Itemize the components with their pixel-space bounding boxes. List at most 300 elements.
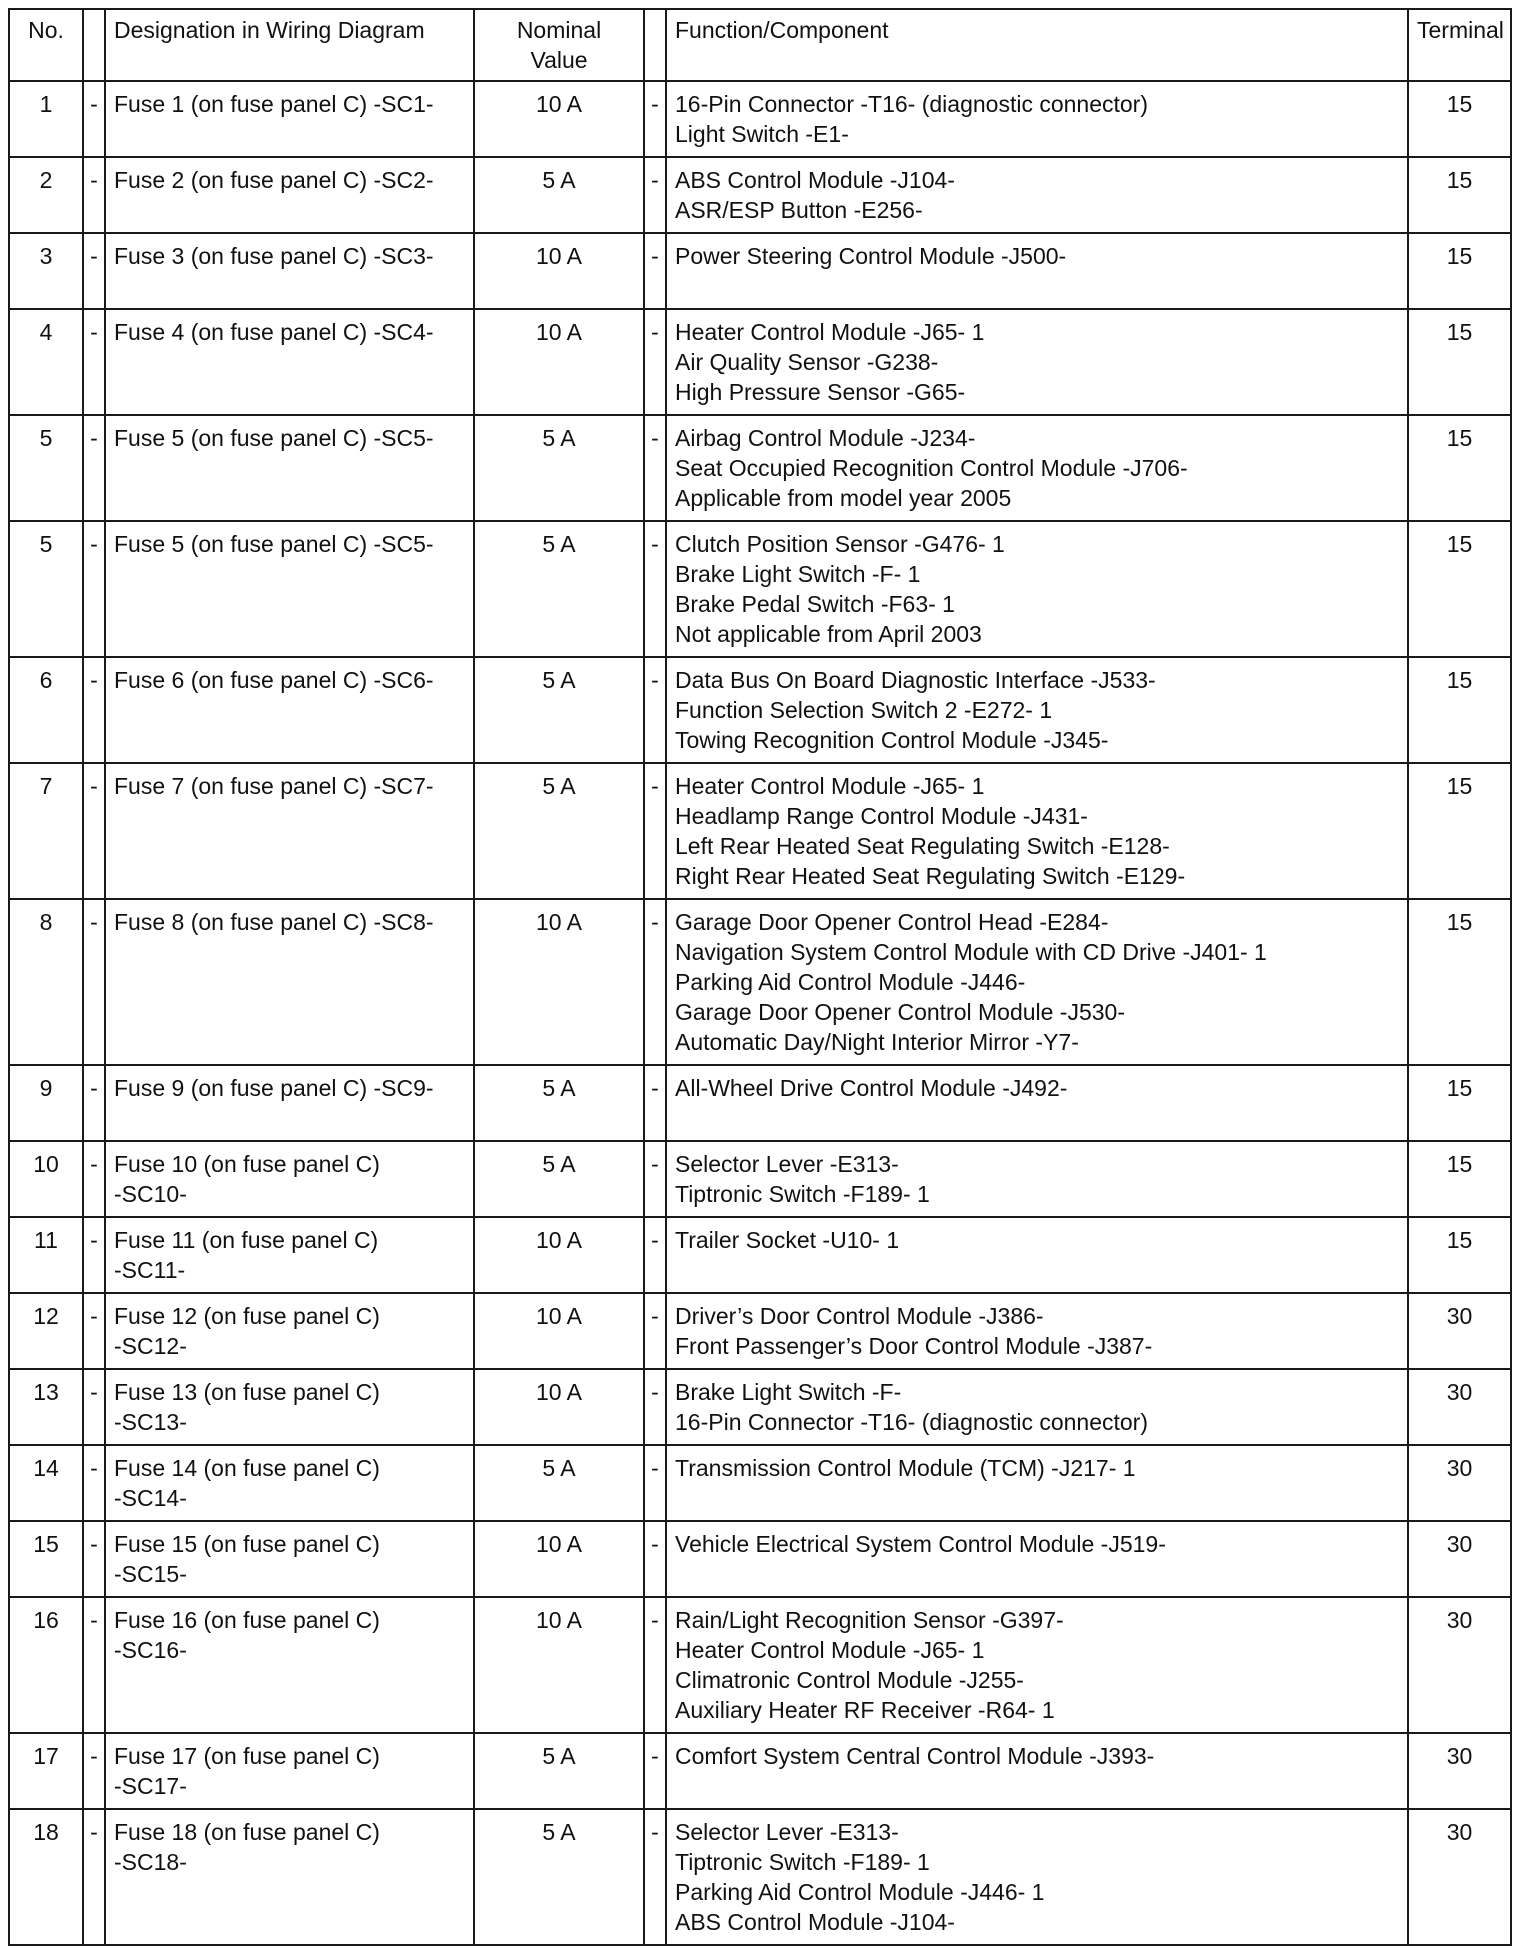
designation-line: Fuse 18 (on fuse panel C)	[114, 1819, 380, 1845]
separator-dash-text: -	[651, 167, 659, 193]
function-cell	[666, 233, 1408, 309]
nominal-value-text: 5 A	[542, 531, 576, 557]
designation-cell	[105, 1521, 474, 1597]
terminal-text: 15	[1446, 319, 1473, 345]
designation-line: Fuse 11 (on fuse panel C)	[114, 1227, 379, 1253]
designation-line: Fuse 16 (on fuse panel C)	[114, 1607, 380, 1633]
designation-line: -SC16-	[114, 1637, 187, 1663]
function-cell	[666, 1293, 1408, 1369]
row-number	[9, 157, 83, 233]
header-designation: Designation in Wiring Diagram	[105, 9, 474, 81]
terminal	[1408, 1445, 1511, 1521]
designation-line: Fuse 10 (on fuse panel C)	[114, 1151, 380, 1177]
table-row	[9, 763, 1511, 899]
nominal-value	[474, 233, 644, 309]
function-line: Light Switch -E1-	[675, 121, 849, 147]
separator-dash-text: -	[651, 1531, 659, 1557]
row-number	[9, 763, 83, 899]
function-line: Brake Light Switch -F- 1	[675, 561, 921, 587]
separator-dash	[83, 233, 105, 309]
function-line: Heater Control Module -J65- 1	[675, 1637, 985, 1663]
separator-dash	[83, 415, 105, 521]
function-cell	[666, 1369, 1408, 1445]
row-number-text: 10	[33, 1151, 59, 1177]
terminal-text: 30	[1446, 1819, 1473, 1845]
row-number	[9, 1597, 83, 1733]
designation-line: Fuse 13 (on fuse panel C)	[114, 1379, 380, 1405]
table-body	[9, 81, 1511, 1945]
row-number-text: 16	[33, 1607, 59, 1633]
table-row	[9, 1597, 1511, 1733]
designation-line: Fuse 5 (on fuse panel C) -SC5-	[114, 425, 434, 451]
fuse-table	[8, 8, 1512, 1946]
header-function: Function/Component	[666, 9, 1408, 81]
nominal-value	[474, 899, 644, 1065]
separator-dash-text: -	[651, 425, 659, 451]
nominal-value-text: 10 A	[535, 1227, 583, 1253]
separator-dash-text: -	[651, 319, 659, 345]
designation-cell	[105, 415, 474, 521]
row-number	[9, 1293, 83, 1369]
separator-dash	[644, 1141, 666, 1217]
table-row	[9, 1217, 1511, 1293]
nominal-value-text: 10 A	[535, 319, 583, 345]
nominal-value-text: 5 A	[542, 1075, 576, 1101]
designation-cell	[105, 1733, 474, 1809]
terminal	[1408, 81, 1511, 157]
terminal-text: 15	[1446, 773, 1473, 799]
separator-dash-text: -	[90, 243, 98, 269]
terminal	[1408, 1369, 1511, 1445]
function-line: Navigation System Control Module with CD Drive -J401- 1	[675, 939, 1267, 965]
function-line: Towing Recognition Control Module -J345-	[675, 727, 1109, 753]
function-line: Selector Lever -E313-	[675, 1819, 899, 1845]
row-number-text: 17	[33, 1743, 59, 1769]
table-row	[9, 657, 1511, 763]
row-number	[9, 1369, 83, 1445]
table-row	[9, 1369, 1511, 1445]
function-line: Brake Pedal Switch -F63- 1	[675, 591, 955, 617]
nominal-value-text: 5 A	[542, 667, 576, 693]
function-line: Auxiliary Heater RF Receiver -R64- 1	[675, 1697, 1055, 1723]
function-line: Left Rear Heated Seat Regulating Switch -E128-	[675, 833, 1170, 859]
row-number	[9, 81, 83, 157]
header-no: No.	[9, 9, 83, 81]
designation-line: Fuse 5 (on fuse panel C) -SC5-	[114, 531, 434, 557]
separator-dash	[644, 899, 666, 1065]
terminal	[1408, 309, 1511, 415]
terminal	[1408, 1597, 1511, 1733]
row-number-text: 2	[39, 167, 53, 193]
function-line: Automatic Day/Night Interior Mirror -Y7-	[675, 1029, 1079, 1055]
terminal-text: 30	[1446, 1455, 1473, 1481]
function-line: Climatronic Control Module -J255-	[675, 1667, 1024, 1693]
row-number	[9, 1445, 83, 1521]
row-number-text: 12	[33, 1303, 59, 1329]
separator-dash	[83, 657, 105, 763]
designation-cell	[105, 1141, 474, 1217]
header-spacer	[644, 9, 666, 81]
nominal-value	[474, 415, 644, 521]
separator-dash-text: -	[90, 531, 98, 557]
separator-dash-text: -	[651, 1151, 659, 1177]
table-row	[9, 415, 1511, 521]
function-cell	[666, 1217, 1408, 1293]
function-line: Not applicable from April 2003	[675, 621, 982, 647]
designation-cell	[105, 763, 474, 899]
nominal-value	[474, 1293, 644, 1369]
nominal-value-text: 10 A	[535, 1379, 583, 1405]
terminal	[1408, 1217, 1511, 1293]
separator-dash	[83, 763, 105, 899]
table-row	[9, 1293, 1511, 1369]
row-number	[9, 233, 83, 309]
nominal-value	[474, 1445, 644, 1521]
separator-dash-text: -	[90, 167, 98, 193]
separator-dash-text: -	[90, 1303, 98, 1329]
separator-dash-text: -	[90, 773, 98, 799]
nominal-value-text: 10 A	[535, 1303, 583, 1329]
nominal-value	[474, 1597, 644, 1733]
table-row	[9, 157, 1511, 233]
function-line	[675, 271, 1399, 301]
designation-line: Fuse 9 (on fuse panel C) -SC9-	[114, 1075, 434, 1101]
function-line: Garage Door Opener Control Head -E284-	[675, 909, 1109, 935]
terminal-text: 30	[1446, 1531, 1473, 1557]
header-nominal-value: Nominal Value	[474, 9, 644, 81]
function-line: Driver’s Door Control Module -J386-	[675, 1303, 1044, 1329]
row-number	[9, 1217, 83, 1293]
separator-dash-text: -	[90, 1379, 98, 1405]
designation-line: -SC10-	[114, 1181, 187, 1207]
row-number-text: 5	[39, 531, 53, 557]
row-number-text: 13	[33, 1379, 59, 1405]
function-line: Comfort System Central Control Module -J393-	[675, 1743, 1155, 1769]
separator-dash-text: -	[90, 1227, 98, 1253]
function-line	[675, 1103, 1399, 1133]
row-number-text: 14	[33, 1455, 59, 1481]
designation-line: Fuse 15 (on fuse panel C)	[114, 1531, 380, 1557]
designation-cell	[105, 1217, 474, 1293]
separator-dash	[644, 1809, 666, 1945]
designation-cell	[105, 657, 474, 763]
row-number	[9, 1521, 83, 1597]
separator-dash-text: -	[651, 1075, 659, 1101]
function-line: Function Selection Switch 2 -E272- 1	[675, 697, 1053, 723]
row-number-text: 7	[39, 773, 53, 799]
designation-line: -SC15-	[114, 1561, 187, 1587]
terminal-text: 15	[1446, 1151, 1473, 1177]
terminal-text: 15	[1446, 1075, 1473, 1101]
separator-dash	[644, 233, 666, 309]
separator-dash	[644, 1445, 666, 1521]
separator-dash-text: -	[651, 531, 659, 557]
function-line: Applicable from model year 2005	[675, 485, 1012, 511]
function-line: ASR/ESP Button -E256-	[675, 197, 923, 223]
table-row	[9, 81, 1511, 157]
designation-line: -SC11-	[114, 1257, 186, 1283]
separator-dash	[83, 1733, 105, 1809]
function-line: Garage Door Opener Control Module -J530-	[675, 999, 1126, 1025]
terminal-text: 15	[1446, 667, 1473, 693]
function-line: High Pressure Sensor -G65-	[675, 379, 966, 405]
separator-dash	[644, 763, 666, 899]
row-number-text: 9	[39, 1075, 53, 1101]
designation-line: Fuse 8 (on fuse panel C) -SC8-	[114, 909, 434, 935]
terminal	[1408, 521, 1511, 657]
designation-line: -SC12-	[114, 1333, 187, 1359]
nominal-value	[474, 1809, 644, 1945]
table-row	[9, 1445, 1511, 1521]
function-line: Power Steering Control Module -J500-	[675, 243, 1067, 269]
separator-dash	[83, 1445, 105, 1521]
function-line: Air Quality Sensor -G238-	[675, 349, 939, 375]
separator-dash	[83, 1809, 105, 1945]
designation-cell	[105, 81, 474, 157]
terminal-text: 30	[1446, 1303, 1473, 1329]
designation-cell	[105, 899, 474, 1065]
terminal	[1408, 763, 1511, 899]
separator-dash	[83, 1065, 105, 1141]
designation-cell	[105, 1293, 474, 1369]
row-number-text: 8	[39, 909, 53, 935]
terminal-text: 15	[1446, 243, 1473, 269]
nominal-value	[474, 309, 644, 415]
function-line: Data Bus On Board Diagnostic Interface -J533-	[675, 667, 1156, 693]
nominal-value-text: 10 A	[535, 1607, 583, 1633]
nominal-value-text: 10 A	[535, 1531, 583, 1557]
separator-dash	[83, 1521, 105, 1597]
terminal	[1408, 233, 1511, 309]
nominal-value	[474, 1217, 644, 1293]
separator-dash-text: -	[90, 1819, 98, 1845]
designation-line: -SC13-	[114, 1409, 187, 1435]
separator-dash-text: -	[651, 243, 659, 269]
terminal	[1408, 415, 1511, 521]
row-number-text: 6	[39, 667, 53, 693]
nominal-value	[474, 81, 644, 157]
separator-dash	[83, 521, 105, 657]
separator-dash-text: -	[651, 773, 659, 799]
separator-dash	[83, 157, 105, 233]
function-line: Tiptronic Switch -F189- 1	[675, 1849, 930, 1875]
separator-dash	[83, 1141, 105, 1217]
function-cell	[666, 415, 1408, 521]
row-number-text: 4	[39, 319, 53, 345]
function-line: Parking Aid Control Module -J446-	[675, 969, 1026, 995]
separator-dash	[644, 657, 666, 763]
separator-dash	[644, 521, 666, 657]
separator-dash	[644, 1293, 666, 1369]
nominal-value-text: 10 A	[535, 91, 583, 117]
function-line: Selector Lever -E313-	[675, 1151, 899, 1177]
row-number	[9, 899, 83, 1065]
terminal-text: 15	[1446, 909, 1473, 935]
separator-dash-text: -	[651, 667, 659, 693]
separator-dash-text: -	[651, 1303, 659, 1329]
separator-dash-text: -	[90, 1607, 98, 1633]
header-row	[9, 9, 1511, 81]
separator-dash	[83, 1217, 105, 1293]
separator-dash	[83, 1597, 105, 1733]
table-row	[9, 521, 1511, 657]
separator-dash-text: -	[90, 909, 98, 935]
terminal-text: 30	[1446, 1607, 1473, 1633]
separator-dash-text: -	[90, 319, 98, 345]
row-number	[9, 415, 83, 521]
row-number	[9, 1141, 83, 1217]
terminal-text: 15	[1446, 91, 1473, 117]
nominal-value-text: 5 A	[542, 1455, 576, 1481]
terminal	[1408, 1809, 1511, 1945]
nominal-value	[474, 1141, 644, 1217]
designation-cell	[105, 157, 474, 233]
row-number	[9, 657, 83, 763]
separator-dash-text: -	[651, 1455, 659, 1481]
function-line: ABS Control Module -J104-	[675, 167, 955, 193]
separator-dash	[644, 1733, 666, 1809]
row-number	[9, 1809, 83, 1945]
nominal-value-text: 5 A	[542, 425, 576, 451]
function-cell	[666, 157, 1408, 233]
terminal	[1408, 1733, 1511, 1809]
designation-line: Fuse 4 (on fuse panel C) -SC4-	[114, 319, 434, 345]
nominal-value-text: 5 A	[542, 167, 576, 193]
designation-line: Fuse 2 (on fuse panel C) -SC2-	[114, 167, 434, 193]
function-cell	[666, 899, 1408, 1065]
function-cell	[666, 657, 1408, 763]
header-spacer	[83, 9, 105, 81]
function-cell	[666, 81, 1408, 157]
row-number-text: 15	[33, 1531, 59, 1557]
nominal-value	[474, 1369, 644, 1445]
row-number	[9, 309, 83, 415]
function-cell	[666, 1065, 1408, 1141]
separator-dash-text: -	[651, 1607, 659, 1633]
function-line: Right Rear Heated Seat Regulating Switch -E129-	[675, 863, 1186, 889]
function-line: Tiptronic Switch -F189- 1	[675, 1181, 930, 1207]
separator-dash-text: -	[651, 1819, 659, 1845]
function-cell	[666, 1521, 1408, 1597]
row-number-text: 3	[39, 243, 53, 269]
row-number	[9, 1065, 83, 1141]
function-line: 16-Pin Connector -T16- (diagnostic connector)	[675, 91, 1149, 117]
designation-line: Fuse 17 (on fuse panel C)	[114, 1743, 380, 1769]
designation-line: Fuse 14 (on fuse panel C)	[114, 1455, 380, 1481]
designation-cell	[105, 1445, 474, 1521]
separator-dash-text: -	[90, 1151, 98, 1177]
separator-dash	[644, 1597, 666, 1733]
terminal	[1408, 1065, 1511, 1141]
table-row	[9, 1065, 1511, 1141]
table-row	[9, 1809, 1511, 1945]
header-terminal: Terminal	[1408, 9, 1511, 81]
separator-dash-text: -	[651, 1227, 659, 1253]
separator-dash	[644, 157, 666, 233]
nominal-value	[474, 521, 644, 657]
designation-cell	[105, 1065, 474, 1141]
nominal-value-text: 5 A	[542, 1151, 576, 1177]
nominal-value	[474, 1521, 644, 1597]
row-number-text: 1	[39, 91, 53, 117]
designation-cell	[105, 1809, 474, 1945]
function-line: Heater Control Module -J65- 1	[675, 773, 985, 799]
nominal-value	[474, 1733, 644, 1809]
function-cell	[666, 521, 1408, 657]
separator-dash	[83, 1369, 105, 1445]
table-row	[9, 233, 1511, 309]
designation-cell	[105, 521, 474, 657]
function-line: All-Wheel Drive Control Module -J492-	[675, 1075, 1068, 1101]
terminal	[1408, 1521, 1511, 1597]
separator-dash-text: -	[651, 91, 659, 117]
table-row	[9, 1141, 1511, 1217]
separator-dash-text: -	[90, 1743, 98, 1769]
function-line: Heater Control Module -J65- 1	[675, 319, 985, 345]
separator-dash-text: -	[90, 425, 98, 451]
separator-dash-text: -	[651, 1379, 659, 1405]
nominal-value	[474, 657, 644, 763]
designation-line: Fuse 1 (on fuse panel C) -SC1-	[114, 91, 434, 117]
designation-cell	[105, 309, 474, 415]
nominal-value-text: 10 A	[535, 243, 583, 269]
terminal-text: 15	[1446, 531, 1473, 557]
table-row	[9, 309, 1511, 415]
nominal-value-text: 5 A	[542, 1743, 576, 1769]
designation-cell	[105, 1597, 474, 1733]
separator-dash-text: -	[90, 91, 98, 117]
row-number-text: 11	[34, 1227, 58, 1253]
terminal-text: 30	[1446, 1743, 1473, 1769]
nominal-value	[474, 157, 644, 233]
terminal	[1408, 899, 1511, 1065]
separator-dash	[644, 1521, 666, 1597]
function-line: Parking Aid Control Module -J446- 1	[675, 1879, 1045, 1905]
terminal-text: 15	[1446, 1227, 1473, 1253]
separator-dash	[83, 1293, 105, 1369]
function-line: Headlamp Range Control Module -J431-	[675, 803, 1088, 829]
separator-dash	[644, 1369, 666, 1445]
designation-line: -SC17-	[114, 1773, 187, 1799]
separator-dash-text: -	[651, 909, 659, 935]
function-cell	[666, 1809, 1408, 1945]
designation-line: Fuse 6 (on fuse panel C) -SC6-	[114, 667, 434, 693]
row-number-text: 18	[33, 1819, 59, 1845]
separator-dash	[644, 309, 666, 415]
function-line: Vehicle Electrical System Control Module -J519-	[675, 1531, 1166, 1557]
row-number-text: 5	[39, 425, 53, 451]
function-line: ABS Control Module -J104-	[675, 1909, 955, 1935]
designation-line: Fuse 3 (on fuse panel C) -SC3-	[114, 243, 434, 269]
designation-cell	[105, 1369, 474, 1445]
separator-dash	[83, 899, 105, 1065]
function-line: Trailer Socket -U10- 1	[675, 1227, 900, 1253]
separator-dash	[644, 1065, 666, 1141]
separator-dash	[83, 81, 105, 157]
row-number	[9, 1733, 83, 1809]
function-line: Seat Occupied Recognition Control Module -J706-	[675, 455, 1188, 481]
nominal-value-text: 5 A	[542, 1819, 576, 1845]
nominal-value	[474, 1065, 644, 1141]
function-line: Clutch Position Sensor -G476- 1	[675, 531, 1005, 557]
function-line: Brake Light Switch -F-	[675, 1379, 902, 1405]
separator-dash-text: -	[90, 1455, 98, 1481]
function-line: Airbag Control Module -J234-	[675, 425, 976, 451]
designation-cell	[105, 233, 474, 309]
function-cell	[666, 1597, 1408, 1733]
function-line: 16-Pin Connector -T16- (diagnostic connector)	[675, 1409, 1149, 1435]
designation-line: -SC14-	[114, 1485, 187, 1511]
